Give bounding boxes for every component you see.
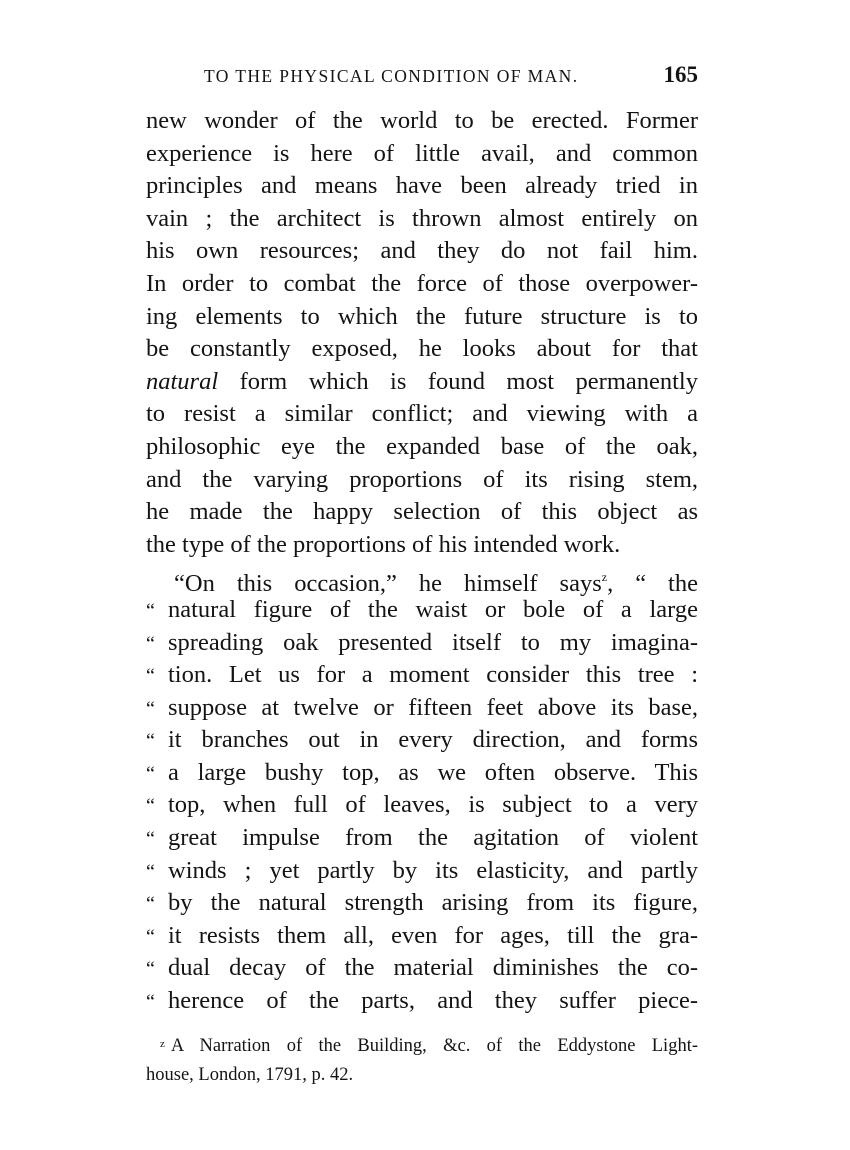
quoted-line-text: great impulse from the agitation of violent [168, 824, 698, 852]
footnote-reference: z [601, 570, 608, 585]
quoted-line-text: herence of the parts, and they suffer piece- [168, 987, 698, 1015]
quoted-line [146, 659, 698, 692]
quote-mark: “ [146, 665, 155, 688]
footnote-line: house, London, 1791, p. 42. [146, 1065, 354, 1085]
quote-mark: “ [146, 795, 155, 818]
quoted-line [146, 692, 698, 725]
footnote-line [146, 1030, 698, 1061]
quoted-line [146, 920, 698, 953]
quoted-line-text: natural figure of the waist or bole of a large [168, 595, 698, 623]
footnote-mark: z [160, 1038, 165, 1050]
quoted-line [146, 985, 698, 1018]
quoted-line-text: dual decay of the material diminishes the co- [168, 954, 698, 982]
quote-opening-text: “On this occasion,” he himself says [174, 570, 602, 598]
quoted-line [146, 594, 698, 627]
quote-mark: “ [146, 697, 155, 720]
text-line: ing elements to which the future structure is to [146, 302, 698, 330]
book-page [146, 0, 698, 1150]
quote-mark: “ [146, 991, 155, 1014]
quoted-line [146, 822, 698, 855]
text-line: new wonder of the world to be erected. Former [146, 107, 698, 134]
page-number: 165 [663, 62, 698, 87]
quoted-line [146, 627, 698, 660]
text-line: principles and means have been already tried in [146, 172, 698, 200]
quote-mark: “ [146, 893, 155, 916]
quote-mark: “ [146, 730, 155, 753]
quoted-line [146, 789, 698, 822]
text-line: be constantly exposed, he looks about for that [146, 335, 698, 363]
quoted-line [146, 855, 698, 888]
text-line [146, 366, 698, 399]
footnote-text: A Narration of the Building, &c. of the Eddystone Light- [170, 1036, 698, 1056]
running-head [204, 62, 698, 92]
quoted-line-text: suppose at twelve or fifteen feet above its base, [168, 693, 698, 721]
quoted-line-text: a large bushy top, as we often observe. This [168, 758, 698, 786]
text-line: vain ; the architect is thrown almost entirely on [146, 204, 698, 232]
body-text [146, 105, 698, 1018]
text-line: he made the happy selection of this object as [146, 498, 698, 526]
quote-opening-line [146, 561, 698, 598]
quote-opening-tail: , “ the [607, 570, 698, 598]
quote-mark: “ [146, 860, 155, 883]
quoted-line-text: winds ; yet partly by its elasticity, and partly [168, 856, 698, 884]
quoted-line-text: it resists them all, even for ages, till the gra- [168, 921, 698, 949]
quoted-line-text: tion. Let us for a moment consider this tree : [168, 661, 698, 689]
italic-word: natural [146, 367, 219, 395]
text-line: his own resources; and they do not fail him. [146, 237, 698, 265]
text-line: the type of the proportions of his intended work. [146, 530, 621, 558]
line-rest: form which is found most permanently [218, 367, 698, 395]
quote-mark: “ [146, 925, 155, 948]
quoted-line [146, 952, 698, 985]
text-line: philosophic eye the expanded base of the oak, [146, 432, 698, 460]
quoted-line-text: by the natural strength arising from its figure, [168, 889, 698, 917]
footnote [146, 1030, 698, 1090]
text-line: and the varying proportions of its rising stem, [146, 465, 698, 493]
quoted-line-text: spreading oak presented itself to my imagina- [168, 628, 698, 656]
quoted-line [146, 757, 698, 790]
quote-mark: “ [146, 828, 155, 851]
text-line: In order to combat the force of those overpower- [146, 269, 698, 297]
quoted-block [146, 594, 698, 1018]
quote-mark: “ [146, 599, 155, 622]
quote-mark: “ [146, 958, 155, 981]
text-line: to resist a similar conflict; and viewing with a [146, 400, 698, 428]
text-line: experience is here of little avail, and common [146, 139, 698, 167]
quoted-line-text: it branches out in every direction, and forms [168, 726, 698, 754]
quoted-line [146, 724, 698, 757]
quote-mark: “ [146, 762, 155, 785]
running-head-title: TO THE PHYSICAL CONDITION OF MAN. [204, 66, 579, 86]
quoted-line-text: top, when full of leaves, is subject to a very [168, 791, 698, 819]
quote-mark: “ [146, 632, 155, 655]
quoted-line [146, 887, 698, 920]
